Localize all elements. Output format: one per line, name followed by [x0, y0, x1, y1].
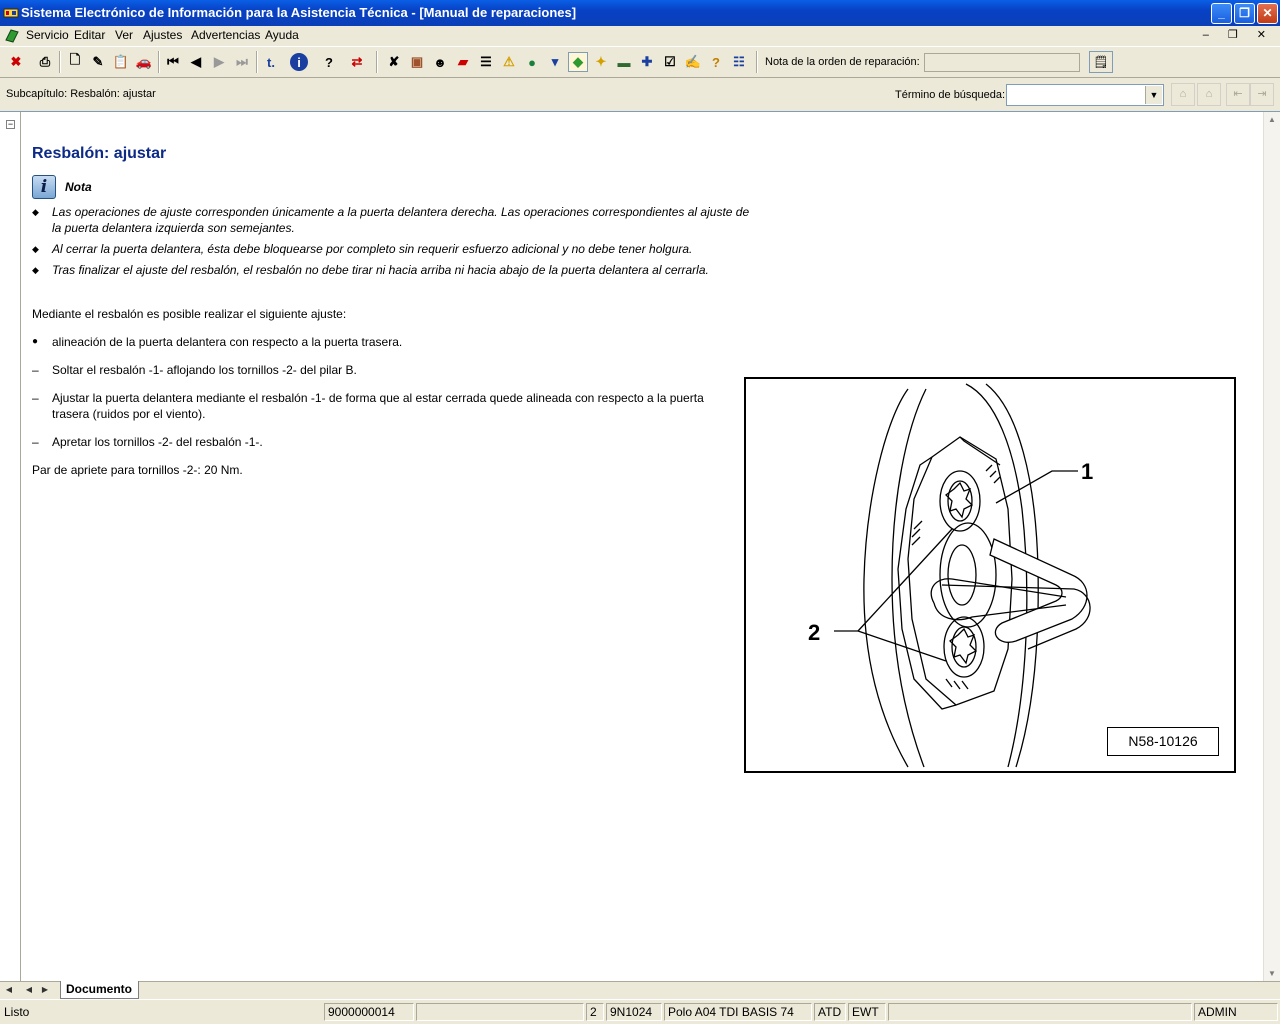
- figure-code: N58-10126: [1107, 727, 1219, 756]
- print-icon[interactable]: ⎙: [39, 54, 51, 69]
- striker-figure: [744, 377, 1236, 773]
- mdi-window-controls[interactable]: – ❐ ✕: [1202, 29, 1274, 41]
- diamond-bullet-icon: ◆: [32, 265, 39, 275]
- subchapter-bar: [0, 79, 1280, 111]
- intro-text: Mediante el resbalón es posible realizar el siguiente ajuste:: [32, 307, 347, 321]
- status-empty-field: [416, 1003, 584, 1021]
- note-item: ◆ Las operaciones de ajuste corresponden únicamente a la puerta delantera derecha. Las operaciones correspondientes al ajuste de la puerta delantera izquierda son semejantes.: [32, 205, 750, 235]
- step-item: – Ajustar la puerta delantera mediante el resbalón -1- de forma que al estar cerrada quede alineada con respecto a la puerta trasera (ruidos por el viento).: [32, 391, 704, 421]
- toolbar-separator: [59, 51, 61, 73]
- status-count: 2: [586, 1003, 604, 1021]
- torque-spec: Par de apriete para tornillos -2-: 20 Nm.: [32, 463, 243, 477]
- status-vehicle-model: Polo A04 TDI BASIS 74: [664, 1003, 812, 1021]
- globe-icon[interactable]: ●: [528, 54, 536, 70]
- page-title: Resbalón: ajustar: [32, 145, 167, 162]
- toolbar-separator: [158, 51, 160, 73]
- diamond-bullet-icon: ◆: [32, 207, 39, 217]
- search-term-combobox[interactable]: [1006, 84, 1164, 106]
- status-empty-field-2: [888, 1003, 1192, 1021]
- parts-icon[interactable]: ▣: [410, 54, 424, 69]
- window-title: Sistema Electrónico de Información para la Asistencia Técnica - [Manual de reparaciones]: [21, 5, 577, 20]
- notepad-icon: 🗒: [1093, 55, 1109, 69]
- search-previous-icon[interactable]: ⌂: [1171, 83, 1195, 106]
- help-icon[interactable]: ?: [325, 54, 333, 70]
- status-user: ADMIN: [1194, 1003, 1278, 1021]
- bucket-icon[interactable]: ▾: [551, 54, 559, 69]
- step-item: – Soltar el resbalón -1- aflojando los tornillos -2- del pilar B.: [32, 363, 357, 377]
- note-item: ◆ Al cerrar la puerta delantera, ésta debe bloquearse por completo sin requerir esfuerzo adicional y no debe tener holgura.: [32, 242, 693, 256]
- repair-order-note-input[interactable]: [924, 53, 1080, 72]
- app-logo-icon: [3, 6, 19, 20]
- collapse-icon[interactable]: −: [7, 119, 14, 129]
- faq-icon[interactable]: ?: [712, 54, 720, 70]
- document-tab-bar: [0, 981, 1280, 999]
- list-icon[interactable]: ☰: [480, 54, 492, 69]
- book-icon: [4, 28, 20, 43]
- wiring-icon[interactable]: ✦: [595, 54, 607, 69]
- bullet-icon: ●: [32, 336, 39, 347]
- subchapter-title: Subcapítulo: Resbalón: ajustar: [6, 88, 156, 100]
- toolbar-separator: [256, 51, 258, 73]
- restore-button[interactable]: ❐: [1234, 3, 1255, 24]
- info-note-icon: i: [32, 175, 56, 199]
- close-button[interactable]: ✕: [1257, 3, 1278, 24]
- status-gearbox-code: EWT: [848, 1003, 886, 1021]
- warning-icon[interactable]: ⚠: [503, 54, 515, 69]
- menu-ajustes[interactable]: Ajustes: [143, 28, 183, 42]
- menu-advertencias[interactable]: Advertencias: [191, 28, 261, 42]
- menu-servicio[interactable]: Servicio: [26, 28, 69, 42]
- repair-manual-icon[interactable]: ◆: [568, 52, 588, 72]
- previous-page-icon[interactable]: ◀: [191, 54, 201, 69]
- tab-next-icon[interactable]: ▶: [41, 985, 49, 994]
- last-page-icon[interactable]: ⏭: [236, 54, 248, 69]
- vertical-scrollbar[interactable]: [1263, 112, 1280, 982]
- title-bar: [0, 0, 1280, 26]
- figure-label-2: 2: [808, 620, 821, 645]
- history-back-icon[interactable]: ⇤: [1226, 83, 1250, 106]
- network-icon[interactable]: ☷: [733, 54, 745, 69]
- dash-bullet-icon: –: [32, 363, 39, 377]
- minimize-button[interactable]: _: [1211, 3, 1232, 24]
- outline-gutter: [0, 112, 21, 982]
- vehicle-icon[interactable]: 🚗: [135, 54, 153, 69]
- history-forward-icon[interactable]: ⇥: [1250, 83, 1274, 106]
- notes-icon[interactable]: ✍: [684, 54, 702, 69]
- figure-label-1: 1: [1081, 459, 1094, 484]
- person-icon[interactable]: ☻: [433, 54, 447, 70]
- info-icon[interactable]: i: [290, 53, 308, 71]
- menu-ver[interactable]: Ver: [115, 28, 134, 42]
- up-level-icon[interactable]: t.: [267, 54, 275, 70]
- scroll-down-icon[interactable]: ▼: [1268, 969, 1276, 978]
- step-item: – Apretar los tornillos -2- del resbalón -1-.: [32, 435, 263, 449]
- tab-first-icon[interactable]: ◀: [5, 985, 13, 994]
- status-order-number: 9000000014: [324, 1003, 414, 1021]
- clipboard-icon[interactable]: 📋: [112, 54, 130, 69]
- status-text: Listo: [4, 1005, 30, 1019]
- adjustment-item: ● alineación de la puerta delantera con respecto a la puerta trasera.: [32, 335, 403, 349]
- diamond-bullet-icon: ◆: [32, 244, 39, 254]
- dash-bullet-icon: –: [32, 391, 39, 405]
- document-viewer: [0, 111, 1280, 981]
- note-item: ◆ Tras finalizar el ajuste del resbalón, el resbalón no debe tirar ni hacia arriba ni hacia abajo de la puerta delantera al cerrarla.: [32, 263, 709, 277]
- repair-order-note-button[interactable]: [1089, 51, 1113, 73]
- tools-icon[interactable]: ✘: [388, 54, 400, 69]
- menu-ayuda[interactable]: Ayuda: [265, 28, 299, 42]
- dash-bullet-icon: –: [32, 435, 39, 449]
- search-term-label: Término de búsqueda:: [895, 89, 1006, 101]
- menu-bar: [0, 26, 1280, 45]
- status-code: 9N1024: [606, 1003, 662, 1021]
- toolbar-separator: [756, 51, 758, 73]
- tab-previous-icon[interactable]: ◀: [25, 985, 33, 994]
- first-page-icon[interactable]: ⏮: [167, 54, 179, 69]
- menu-editar[interactable]: Editar: [74, 28, 106, 42]
- search-next-icon[interactable]: ⌂: [1197, 83, 1221, 106]
- new-document-icon[interactable]: 🗋: [69, 52, 81, 67]
- checklist-icon[interactable]: ☑: [664, 54, 676, 69]
- status-bar: [0, 999, 1280, 1024]
- edit-document-icon[interactable]: ✎: [92, 54, 104, 69]
- swap-icon[interactable]: ⇄: [351, 54, 363, 69]
- exit-icon[interactable]: ✖: [10, 54, 22, 69]
- scroll-up-icon[interactable]: ▲: [1268, 115, 1276, 124]
- car-icon[interactable]: ▬: [617, 54, 631, 70]
- toolbar-separator: [376, 51, 378, 73]
- next-page-icon[interactable]: ▶: [214, 54, 224, 69]
- repair-order-note-label: Nota de la orden de reparación:: [765, 56, 920, 68]
- chevron-down-icon[interactable]: ▼: [1145, 86, 1162, 104]
- door-striker-illustration: [746, 379, 1234, 771]
- manual-icon[interactable]: ▰: [458, 54, 468, 69]
- tab-documento[interactable]: Documento: [60, 981, 139, 999]
- diagnosis-icon[interactable]: ✚: [641, 54, 653, 69]
- toolbar: [0, 46, 1280, 78]
- note-heading: Nota: [65, 180, 92, 194]
- status-engine-code: ATD: [814, 1003, 846, 1021]
